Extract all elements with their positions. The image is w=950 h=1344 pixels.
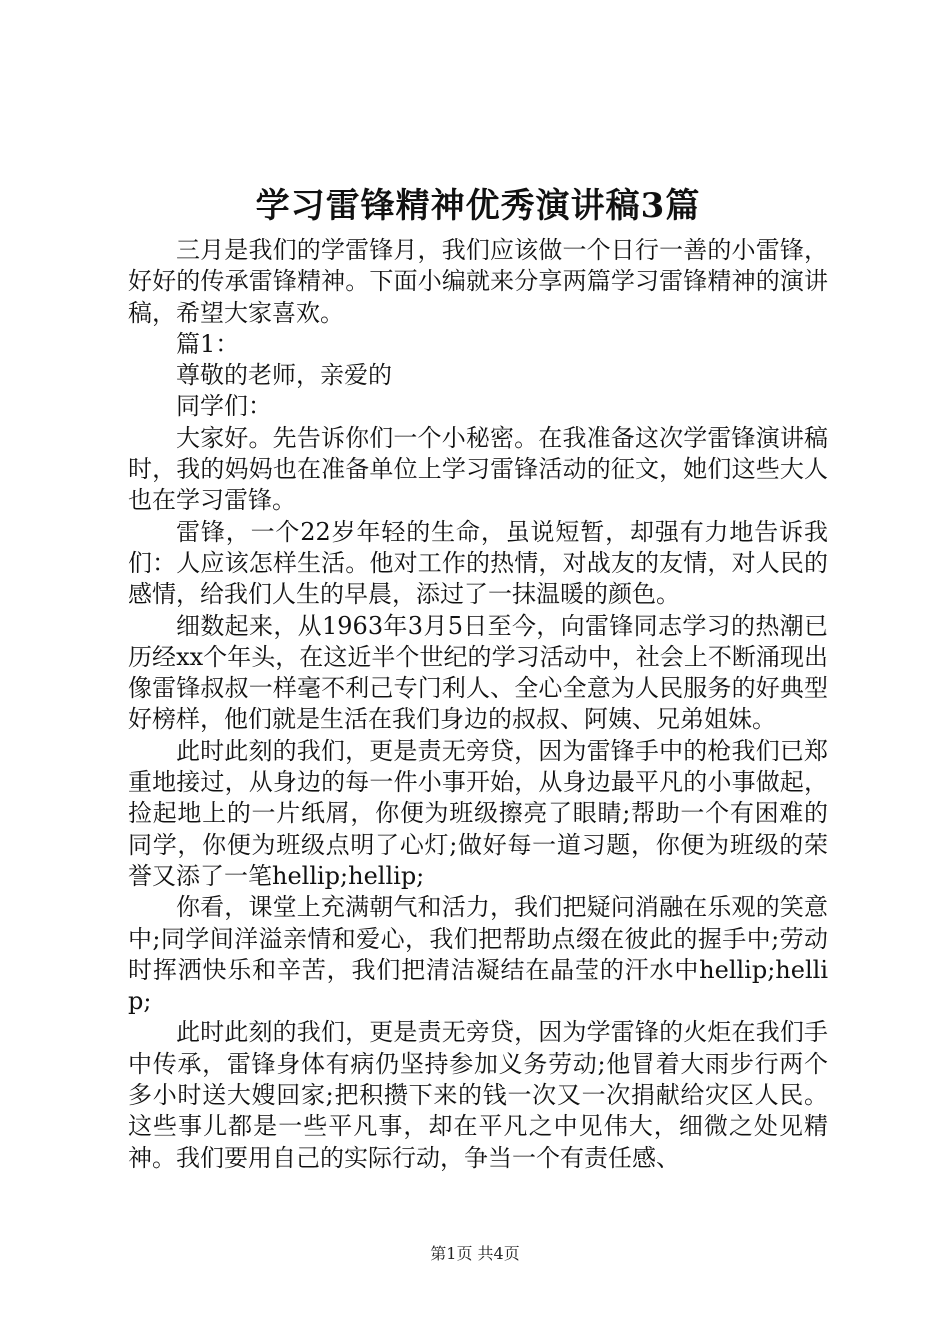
paragraph-greeting: 大家好。先告诉你们一个小秘密。在我准备这次学雷锋演讲稿时，我的妈妈也在准备单位上学习雷锋活动的征文，她们这些大人也在学习雷锋。 bbox=[128, 423, 828, 515]
document-title: 学习雷锋精神优秀演讲稿3篇 bbox=[255, 186, 701, 226]
paragraph-intro: 三月是我们的学雷锋月，我们应该做一个日行一善的小雷锋，好好的传承雷锋精神。下面小编就来分享两篇学习雷锋精神的演讲稿，希望大家喜欢。 bbox=[128, 236, 828, 327]
paragraph-section-label: 篇1： bbox=[176, 329, 240, 358]
paragraph-salutation-students: 同学们： bbox=[176, 392, 272, 421]
document-body bbox=[128, 235, 828, 1174]
paragraph-classroom: 你看，课堂上充满朝气和活力，我们把疑问消融在乐观的笑意中;同学间洋溢亲情和爱心，我们把帮助点缀在彼此的握手中;劳动时挥洒快乐和辛苦，我们把清洁凝结在晶莹的汗水中hellip;hellip; bbox=[128, 893, 828, 1016]
paragraph-responsibility: 此时此刻的我们，更是责无旁贷，因为雷锋手中的枪我们已郑重地接过，从身边的每一件小事开始，从身边最平凡的小事做起，捡起地上的一片纸屑，你便为班级擦亮了眼睛;帮助一个有困难的同学，你便为班级点明了心灯;做好每一道习题，你便为班级的荣誉又添了一笔hellip;hellip; bbox=[128, 736, 828, 890]
paragraph-history: 细数起来，从1963年3月5日至今，向雷锋同志学习的热潮已历经xx个年头，在这近半个世纪的学习活动中，社会上不断涌现出像雷锋叔叔一样毫不利己专门利人、全心全意为人民服务的好典型好榜样，他们就是生活在我们身边的叔叔、阿姨、兄弟姐妹。 bbox=[128, 611, 828, 734]
paragraph-salutation: 尊敬的老师，亲爱的 bbox=[176, 361, 392, 390]
paragraph-lei-feng-life: 雷锋，一个22岁年轻的生命，虽说短暂，却强有力地告诉我们：人应该怎样生活。他对工作的热情，对战友的友情，对人民的感情，给我们人生的早晨，添过了一抹温暖的颜色。 bbox=[128, 517, 828, 609]
page-footer: 第1页 共4页 bbox=[430, 1244, 520, 1263]
paragraph-torch: 此时此刻的我们，更是责无旁贷，因为学雷锋的火炬在我们手中传承，雷锋身体有病仍坚持参加义务劳动;他冒着大雨步行两个多小时送大嫂回家;把积攒下来的钱一次又一次捐献给灾区人民。这些事儿都是一些平凡事，却在平凡之中见伟大，细微之处见精神。我们要用自己的实际行动，争当一个有责任感、 bbox=[128, 1018, 828, 1172]
